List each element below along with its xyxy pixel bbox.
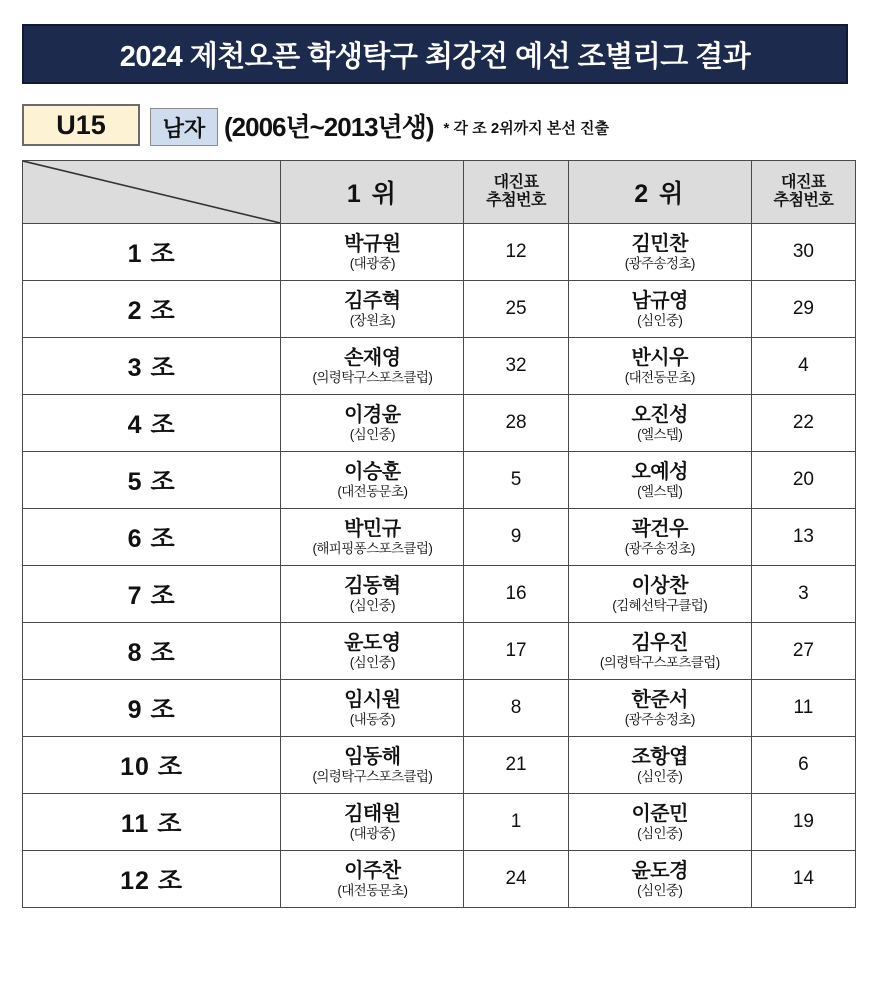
second-place-draw-number: 22 xyxy=(751,395,855,452)
draw-number-label-line2: 추첨번호 xyxy=(486,192,546,209)
second-place-player xyxy=(568,395,751,452)
first-place-draw-number: 5 xyxy=(464,452,568,509)
table-row xyxy=(23,224,856,281)
table-row xyxy=(23,851,856,908)
player-name: 김민찬 xyxy=(631,232,688,255)
player-name: 윤도경 xyxy=(631,859,688,882)
first-place-draw-number: 25 xyxy=(464,281,568,338)
column-header-second-place: 2 위 xyxy=(568,161,751,224)
column-header-first-draw-number xyxy=(464,161,568,224)
player-name: 임시원 xyxy=(344,688,401,711)
player-club: (심인중) xyxy=(349,427,395,443)
first-place-draw-number: 32 xyxy=(464,338,568,395)
table-row xyxy=(23,509,856,566)
player-name: 이준민 xyxy=(631,802,688,825)
corner-diagonal-cell xyxy=(23,161,281,224)
draw-number-label-line2: 추첨번호 xyxy=(773,192,834,209)
first-place-player xyxy=(281,680,464,737)
table-row xyxy=(23,623,856,680)
second-place-draw-number: 3 xyxy=(751,566,855,623)
second-place-player xyxy=(568,452,751,509)
second-place-player xyxy=(568,281,751,338)
table-row xyxy=(23,338,856,395)
second-place-player xyxy=(568,794,751,851)
second-place-draw-number: 6 xyxy=(751,737,855,794)
group-label: 9 조 xyxy=(23,680,281,737)
first-place-draw-number: 24 xyxy=(464,851,568,908)
first-place-player xyxy=(281,338,464,395)
first-place-player xyxy=(281,851,464,908)
player-name: 이승훈 xyxy=(344,460,401,483)
player-name: 조항엽 xyxy=(631,745,688,768)
player-club: (심인중) xyxy=(637,826,683,842)
first-place-draw-number: 1 xyxy=(464,794,568,851)
table-row xyxy=(23,737,856,794)
first-place-draw-number: 9 xyxy=(464,509,568,566)
player-name: 오진성 xyxy=(631,403,688,426)
player-club: (엘스텝) xyxy=(637,484,683,500)
table-header-row xyxy=(23,161,856,224)
player-club: (엘스텝) xyxy=(637,427,683,443)
first-place-draw-number: 21 xyxy=(464,737,568,794)
first-place-draw-number: 17 xyxy=(464,623,568,680)
group-label: 4 조 xyxy=(23,395,281,452)
first-place-player xyxy=(281,224,464,281)
draw-number-label-line1: 대진표 xyxy=(493,173,539,191)
first-place-player xyxy=(281,794,464,851)
first-place-player xyxy=(281,566,464,623)
title-banner xyxy=(22,24,848,84)
column-header-first-place: 1 위 xyxy=(281,161,464,224)
group-label: 7 조 xyxy=(23,566,281,623)
second-place-draw-number: 30 xyxy=(751,224,855,281)
player-club: (의령탁구스포츠클럽) xyxy=(312,769,433,785)
player-club: (심인중) xyxy=(637,769,683,785)
player-name: 김우진 xyxy=(631,631,688,654)
group-label: 1 조 xyxy=(23,224,281,281)
player-name: 윤도영 xyxy=(344,631,401,654)
player-club: (광주송정초) xyxy=(624,712,695,728)
division-badge: U15 xyxy=(22,104,140,146)
page-title: 2024 제천오픈 학생탁구 최강전 예선 조별리그 결과 xyxy=(119,40,751,73)
subtitle-row xyxy=(22,102,848,146)
group-label: 6 조 xyxy=(23,509,281,566)
table-row xyxy=(23,566,856,623)
group-label: 5 조 xyxy=(23,452,281,509)
player-club: (의령탁구스포츠클럽) xyxy=(599,655,720,671)
player-club: (내동중) xyxy=(349,712,395,728)
player-club: (광주송정초) xyxy=(624,541,695,557)
player-club: (대전동문초) xyxy=(337,883,408,899)
results-table xyxy=(22,160,856,908)
player-club: (광주송정초) xyxy=(624,256,695,272)
table-row xyxy=(23,680,856,737)
player-name: 반시우 xyxy=(631,346,688,369)
document-page xyxy=(0,24,870,998)
player-name: 이경윤 xyxy=(344,403,401,426)
second-place-player xyxy=(568,338,751,395)
player-club: (심인중) xyxy=(349,598,395,614)
second-place-player xyxy=(568,680,751,737)
first-place-player xyxy=(281,395,464,452)
first-place-player xyxy=(281,509,464,566)
second-place-draw-number: 14 xyxy=(751,851,855,908)
second-place-draw-number: 29 xyxy=(751,281,855,338)
player-name: 곽건우 xyxy=(631,517,688,540)
first-place-player xyxy=(281,281,464,338)
group-label: 11 조 xyxy=(23,794,281,851)
second-place-draw-number: 20 xyxy=(751,452,855,509)
player-name: 임동해 xyxy=(344,745,401,768)
first-place-draw-number: 28 xyxy=(464,395,568,452)
column-header-second-draw-number xyxy=(751,161,855,224)
birth-range-label: (2006년~2013년생) xyxy=(224,112,434,142)
first-place-draw-number: 12 xyxy=(464,224,568,281)
second-place-player xyxy=(568,566,751,623)
player-club: (김혜선탁구클럽) xyxy=(612,598,708,614)
player-name: 이주찬 xyxy=(344,859,401,882)
table-row xyxy=(23,452,856,509)
table-row xyxy=(23,794,856,851)
player-name: 박규원 xyxy=(344,232,401,255)
second-place-player xyxy=(568,509,751,566)
player-club: (대전동문초) xyxy=(624,370,695,386)
player-name: 손재영 xyxy=(344,346,401,369)
second-place-draw-number: 13 xyxy=(751,509,855,566)
player-name: 남규영 xyxy=(631,289,688,312)
table-row xyxy=(23,395,856,452)
gender-badge: 남자 xyxy=(150,108,218,146)
player-club: (대광중) xyxy=(349,826,395,842)
player-club: (장원초) xyxy=(349,313,395,329)
player-name: 박민규 xyxy=(344,517,401,540)
second-place-draw-number: 11 xyxy=(751,680,855,737)
first-place-draw-number: 8 xyxy=(464,680,568,737)
group-label: 10 조 xyxy=(23,737,281,794)
second-place-draw-number: 4 xyxy=(751,338,855,395)
player-name: 김주혁 xyxy=(344,289,401,312)
player-name: 한준서 xyxy=(631,688,688,711)
first-place-player xyxy=(281,452,464,509)
player-club: (대전동문초) xyxy=(337,484,408,500)
first-place-player xyxy=(281,737,464,794)
group-label: 12 조 xyxy=(23,851,281,908)
draw-number-label-line1: 대진표 xyxy=(780,173,826,191)
first-place-draw-number: 16 xyxy=(464,566,568,623)
qualification-note: * 각 조 2위까지 본선 진출 xyxy=(443,120,609,137)
player-club: (대광중) xyxy=(349,256,395,272)
group-label: 8 조 xyxy=(23,623,281,680)
player-club: (심인중) xyxy=(637,313,683,329)
player-name: 김태원 xyxy=(344,802,401,825)
player-club: (심인중) xyxy=(349,655,395,671)
player-name: 이상찬 xyxy=(631,574,688,597)
second-place-player xyxy=(568,851,751,908)
table-body xyxy=(23,224,856,908)
second-place-player xyxy=(568,737,751,794)
table-row xyxy=(23,281,856,338)
second-place-draw-number: 27 xyxy=(751,623,855,680)
player-name: 김동혁 xyxy=(344,574,401,597)
player-club: (의령탁구스포츠클럽) xyxy=(312,370,433,386)
second-place-player xyxy=(568,224,751,281)
group-label: 3 조 xyxy=(23,338,281,395)
first-place-player xyxy=(281,623,464,680)
player-name: 오예성 xyxy=(631,460,688,483)
second-place-player xyxy=(568,623,751,680)
second-place-draw-number: 19 xyxy=(751,794,855,851)
player-club: (심인중) xyxy=(637,883,683,899)
group-label: 2 조 xyxy=(23,281,281,338)
player-club: (해피핑퐁스포츠클럽) xyxy=(312,541,433,557)
